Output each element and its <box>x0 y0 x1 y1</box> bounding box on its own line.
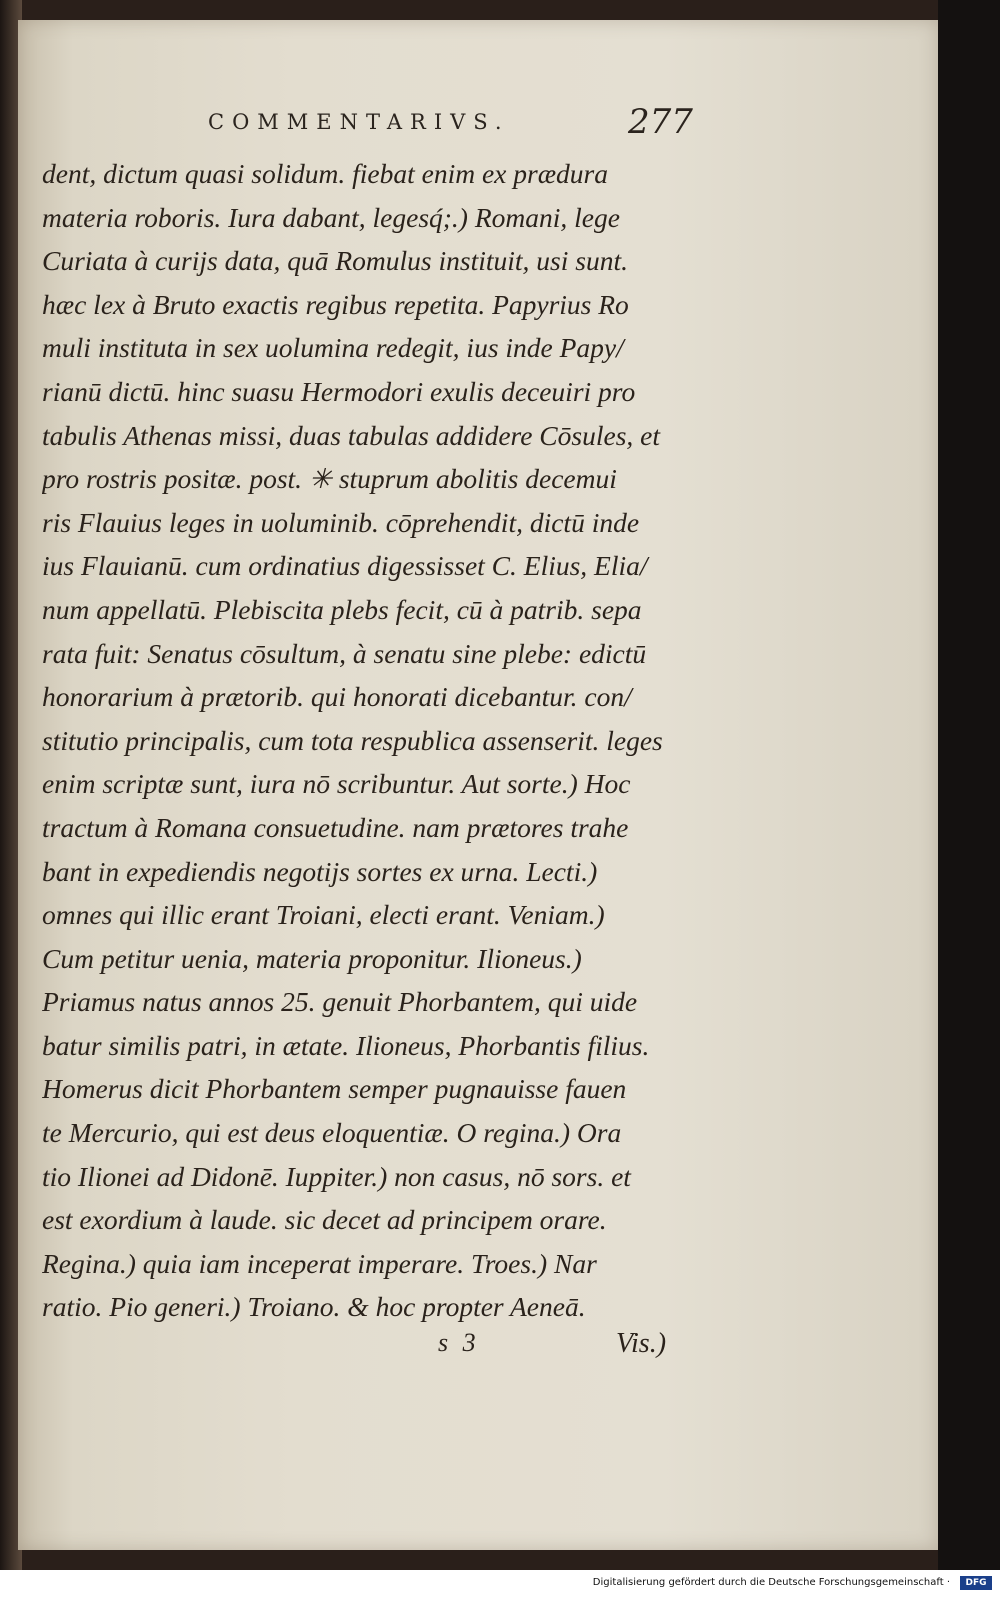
text-line: enim scriptæ sunt, iura nō scribuntur. Aut sorte.) Hoc <box>42 768 631 800</box>
text-line: batur similis patri, in ætate. Ilioneus, Phorbantis filius. <box>42 1029 650 1061</box>
digitization-footer <box>0 1570 1000 1599</box>
text-line: Curiata à curijs data, quā Romulus instituit, usi sunt. <box>42 245 628 277</box>
text-line: tio Ilionei ad Didonē. Iuppiter.) non casus, nō sors. et <box>42 1160 631 1192</box>
page-header <box>18 102 938 150</box>
text-line: ius Flauianū. cum ordinatius digessisset C. Elius, Elia/ <box>42 550 648 582</box>
page-number: 277 <box>628 102 693 142</box>
text-line: honorarium à prætorib. qui honorati dicebantur. con/ <box>42 681 632 713</box>
text-line: materia roboris. Iura dabant, legesq́;.) Romani, lege <box>42 201 620 233</box>
page-edge-shadow <box>938 0 1000 1570</box>
text-line: est exordium à laude. sic decet ad principem orare. <box>42 1204 607 1236</box>
page-foot <box>18 1328 938 1372</box>
text-line: rata fuit: Senatus cōsultum, à senatu sine plebe: edictū <box>42 637 647 669</box>
text-line: Homerus dicit Phorbantem semper pugnauisse fauen <box>42 1073 627 1105</box>
text-line: stitutio principalis, cum tota respublica assenserit. leges <box>42 724 663 756</box>
body-text <box>42 152 702 1329</box>
text-line: Priamus natus annos 25. genuit Phorbantem, qui uide <box>42 986 638 1018</box>
text-line: te Mercurio, qui est deus eloquentiæ. O regina.) Ora <box>42 1117 622 1149</box>
signature-mark: s 3 <box>438 1328 480 1357</box>
text-line: ratio. Pio generi.) Troiano. & hoc propter Aeneā. <box>42 1291 586 1323</box>
text-line: num appellatū. Plebiscita plebs fecit, cū à patrib. sepa <box>42 593 642 625</box>
text-line: dent, dictum quasi solidum. fiebat enim ex prædura <box>42 158 608 189</box>
text-line: bant in expediendis negotijs sortes ex urna. Lecti.) <box>42 855 598 887</box>
text-line: tractum à Romana consuetudine. nam prætores trahe <box>42 811 629 843</box>
text-line: rianū dictū. hinc suasu Hermodori exulis deceuiri pro <box>42 375 636 407</box>
running-title: COMMENTARIVS. <box>208 110 510 134</box>
text-line: Cum petitur uenia, materia proponitur. Ilioneus.) <box>42 942 582 974</box>
catchword: Vis.) <box>616 1328 667 1359</box>
dfg-logo-icon: DFG <box>960 1576 992 1590</box>
text-line: tabulis Athenas missi, duas tabulas addidere Cōsules, et <box>42 419 660 451</box>
text-line: muli instituta in sex uolumina redegit, ius inde Papy/ <box>42 332 624 364</box>
text-line: ris Flauius leges in uoluminib. cōprehendit, dictū inde <box>42 506 640 538</box>
text-line: omnes qui illic erant Troiani, electi erant. Veniam.) <box>42 899 605 931</box>
text-line: Regina.) quia iam inceperat imperare. Troes.) Nar <box>42 1247 597 1279</box>
funding-credit: Digitalisierung gefördert durch die Deutsche Forschungsgemeinschaft · <box>592 1577 950 1588</box>
text-line: hæc lex à Bruto exactis regibus repetita. Papyrius Ro <box>42 288 629 320</box>
book-page <box>18 20 938 1550</box>
text-line: pro rostris positæ. post. ✳ stuprum abolitis decemui <box>42 463 617 495</box>
